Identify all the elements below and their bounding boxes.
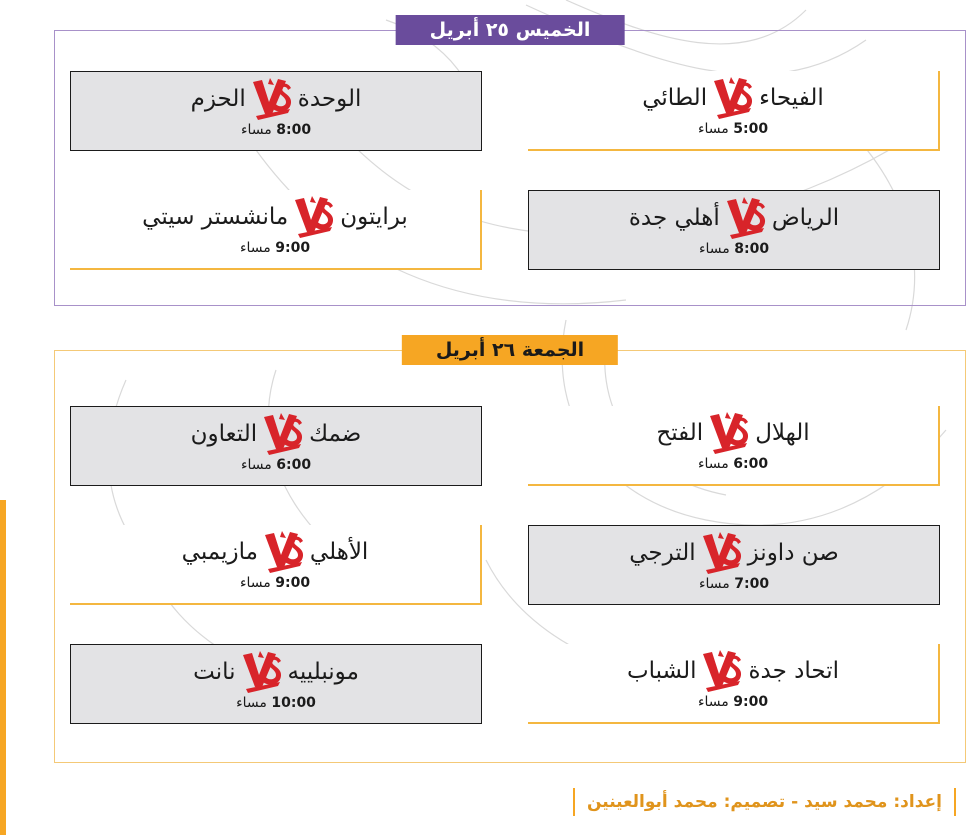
vs-icon xyxy=(711,75,755,121)
away-team: مازيمبي xyxy=(181,539,258,565)
vs-icon xyxy=(262,529,306,575)
match-time: 8:00 مساء xyxy=(698,241,770,257)
match-card xyxy=(528,525,940,605)
vs-icon xyxy=(240,649,284,695)
section-date-header: الخميس ٢٥ أبريل xyxy=(396,15,625,45)
match-time: 6:00 مساء xyxy=(697,456,769,472)
vs-icon xyxy=(707,410,751,456)
match-card xyxy=(70,525,482,605)
match-time: 10:00 مساء xyxy=(236,695,316,711)
vs-icon xyxy=(700,648,744,694)
vs-icon xyxy=(261,411,305,457)
home-team: الأهلي xyxy=(309,539,369,565)
home-team: الوحدة xyxy=(297,86,362,112)
match-time: 9:00 مساء xyxy=(239,240,311,256)
home-team: ضمك xyxy=(309,421,362,447)
away-team: الترجي xyxy=(629,540,696,566)
away-team: الحزم xyxy=(190,86,246,112)
section-date-header: الجمعة ٢٦ أبريل xyxy=(402,335,618,365)
credits-footer: إعداد: محمد سيد - تصميم: محمد أبوالعينين xyxy=(573,788,956,816)
match-card xyxy=(528,190,940,270)
match-card xyxy=(528,71,940,151)
vs-icon xyxy=(250,76,294,122)
home-team: اتحاد جدة xyxy=(748,658,840,684)
home-team: صن داونز xyxy=(747,540,839,566)
vs-icon xyxy=(724,195,768,241)
away-team: الفتح xyxy=(656,420,704,446)
away-team: نانت xyxy=(193,659,236,685)
vs-icon xyxy=(700,530,744,576)
match-time: 7:00 مساء xyxy=(698,576,770,592)
home-team: الفيحاء xyxy=(759,85,824,111)
match-time: 6:00 مساء xyxy=(240,457,312,473)
home-team: مونبلييه xyxy=(287,659,359,685)
match-card xyxy=(528,644,940,724)
match-time: 8:00 مساء xyxy=(240,122,312,138)
match-time: 9:00 مساء xyxy=(239,575,311,591)
schedule-page xyxy=(6,0,980,835)
away-team: أهلي جدة xyxy=(628,205,720,231)
home-team: برايتون xyxy=(340,204,408,230)
match-card xyxy=(70,190,482,270)
away-team: الطائي xyxy=(642,85,708,111)
away-team: التعاون xyxy=(190,421,258,447)
match-card xyxy=(70,406,482,486)
away-team: مانشستر سيتي xyxy=(142,204,289,230)
match-time: 9:00 مساء xyxy=(697,694,769,710)
match-card xyxy=(70,644,482,724)
home-team: الهلال xyxy=(755,420,810,446)
match-time: 5:00 مساء xyxy=(697,121,769,137)
match-card xyxy=(70,71,482,151)
home-team: الرياض xyxy=(771,205,840,231)
vs-icon xyxy=(292,194,336,240)
away-team: الشباب xyxy=(626,658,697,684)
match-card xyxy=(528,406,940,486)
